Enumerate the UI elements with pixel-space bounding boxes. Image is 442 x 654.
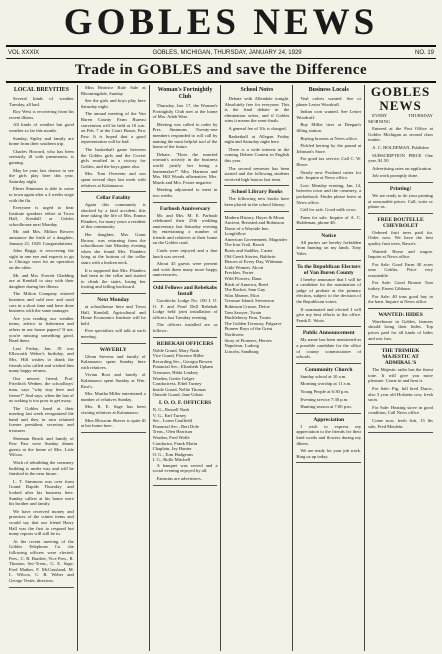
- paragraph: Warehouse in Gobles, farmers should bring their hides. Top prices paid for all kinds of hides and raw furs.: [368, 318, 433, 341]
- paragraph: The Gobles band at their meeting last week reorganized the band and they in turn retained former president, secretary and treasurer.: [9, 405, 74, 434]
- column-six: [365, 85, 436, 651]
- section-heading: WANTED: HIDES: [378, 311, 423, 318]
- list-item: Dawn of a Wayside Inn, Longfellow: [224, 225, 269, 237]
- list-item: Warden, Fred Wolfe: [152, 434, 190, 440]
- paragraph: Ordered fruit trees paid for. Order now. We have the best quality fruit trees, Rawn's.: [368, 229, 433, 246]
- list-item: I. G., Rollo Mitchell: [152, 457, 191, 463]
- paragraph: Sunday school at 10 a.m.: [300, 373, 347, 379]
- list-item: Treasurer, Hilda Lindsey: [152, 369, 199, 375]
- paragraph: The Milton Company entered business and sold new and used cars in a short time and have done business with the same manager.: [9, 291, 74, 314]
- paragraph: We are ready to do your printing at reasonable prices. Call, write or phone us.: [368, 192, 433, 210]
- list-item: Treasure Island, Stevenson: [224, 298, 274, 304]
- list-item: Sec., Loren Caulfield: [152, 418, 192, 424]
- divider: [368, 344, 433, 345]
- paragraph: Young People at 6:30 p.m.: [300, 388, 350, 394]
- paragraph: Come now, fresh fish, 15 lbs sale, Fred Meulein.: [368, 417, 433, 429]
- paragraph: For Sale: 40 tons good hay in the barn. Inquire at News office.: [368, 293, 433, 305]
- paragraph: Everyone is urged to hear Institute speakers either at Town Hall, Kendall or Gobles schoolhouse next Monday.: [9, 205, 74, 227]
- paragraph: Last Friday, Jan. 18 was Ellsworth Weber's birthday, and Mrs. Hill wishes to thank the friends who called and wished him many happy returns.: [9, 345, 74, 374]
- paragraph: Basketball at Allegan Friday night and Saturday night here.: [224, 133, 290, 145]
- list-item: Huckleberry Finn, Twain: [224, 315, 271, 321]
- paragraph: May be your last chance to see the girls play here this year. Saturday night.: [9, 167, 74, 184]
- list-item: The Rocket, Sam Guy: [224, 287, 266, 293]
- paragraph: Mr. and Mrs. Everett Gladding are at Kendall to stay with their daughter during her illness.: [9, 272, 74, 289]
- paragraph: Job work promptly done.: [372, 173, 419, 179]
- paragraph: It is supposed that Mrs. Flanders had been in the cellar and started to climb the stairs, losing her footing and falling backward.: [80, 267, 146, 290]
- section-heading: Community Church: [305, 366, 353, 373]
- section-heading: LOCAL BREVITIES: [13, 87, 69, 93]
- paragraph: For Sale: Heating stove in good condition, Call News office.: [368, 404, 433, 416]
- paragraph: Advertising rates on application: [372, 165, 431, 171]
- section-heading: Public Announcement: [302, 330, 355, 337]
- divider: [296, 229, 361, 230]
- paragraph: Miss Beatrice Rule Sale at Bloomingdale, Sunday.: [80, 85, 146, 96]
- paragraph: at schoolhouse here and Town Hall, Kendall, Agricultural and Home Economics Institute will be held.: [80, 304, 146, 326]
- columns: [6, 85, 436, 651]
- paragraph: Pickled herring by the pound at Johnson's Store.: [296, 143, 362, 154]
- paragraph: Meeting was called to order by Pres. Simmons. Twenty-one members responded to roll call by naming the most helpful tool of the home of the future.: [152, 121, 218, 150]
- paragraph: EVERY THURSDAY MORNING: [368, 113, 433, 124]
- paragraph: The following new books have been placed in the school library:: [224, 196, 290, 207]
- paragraph: Sherman Beach and family of Paw Paw were Sunday dinner guests at the home of Mrs. Lisle Wilcox.: [9, 435, 74, 458]
- list-item: The Golden Treasury, Palgrave: [224, 320, 282, 326]
- paragraph: Cards were enjoyed and a fine lunch was served.: [152, 248, 218, 259]
- list-item: Napoleon, Ludwig: [224, 343, 259, 349]
- paragraph: Our newest friend, Prof. Friedrich Wedner, the schoolboys' man, says "why stay here and freeze?" And says, when the last of us waking is too poor to get away.: [9, 375, 74, 404]
- paragraph: All parties are hereby forbidden from hunting on my lands. Tony Vales.: [296, 239, 362, 257]
- list-item: Modern History, Hayes & Moon: [224, 214, 285, 220]
- divider: [296, 260, 361, 261]
- column-four: [221, 85, 293, 651]
- section-heading: FREE BOUTELLE CHEVROLET: [377, 216, 424, 229]
- volume-label: VOL XXXIX: [8, 49, 40, 56]
- officer-list: [153, 348, 218, 398]
- paragraph: Miss Blossom Shaver is quite ill at her home here.: [80, 417, 146, 429]
- paragraph: Farm for sale. Inquire of A. C. Holdeman, phone 48.: [296, 214, 362, 226]
- paragraph: A. C. HOLDEMAN, Publisher: [372, 144, 430, 150]
- officer-list: [224, 215, 289, 355]
- list-item: Lincoln, Sandburg: [224, 348, 259, 354]
- place-date: GOBLES, MICHIGAN, THURSDAY, JANUARY 24, 1929: [152, 49, 302, 56]
- divider: [296, 462, 361, 463]
- list-item: The Iron Trail, Beach: [224, 242, 265, 248]
- divider: [81, 343, 146, 344]
- list-item: Financial Sec., Elizabeth Upham: [152, 364, 213, 370]
- paragraph: Morning worship at 11 a.m.: [300, 381, 352, 387]
- paragraph: Again this community is shocked by a fatal accident, this time taking the life of Mrs. Emma Flanders, for many years a resident of this community.: [80, 202, 146, 230]
- paragraph: Are you reading our weather items, advice to fishermen and others in our house papers? If not, you're missing something good. Read them.: [9, 315, 74, 344]
- paragraph: Mrs. Martha Miller entertained a number of relatives Sunday.: [80, 391, 146, 402]
- list-item: Story of Pioneers, Heroes: [224, 337, 272, 343]
- paragraph: A banquet was served and a social evening enjoyed by all.: [152, 462, 218, 474]
- paragraph: Entered at the Post Office at Gobles Michigan as second class matter.: [368, 126, 433, 143]
- section-heading: To the Republican Electors of Van Buren County: [296, 263, 361, 276]
- list-item: Financial Sec., Bert Dole: [152, 423, 199, 429]
- paragraph: There is a wide interest in the coming Debate Contest in English this year.: [224, 146, 290, 163]
- divider: [153, 202, 218, 203]
- divider: [368, 308, 433, 309]
- list-item: Old Greek Stories, Baldwin: [224, 253, 276, 259]
- paragraph: Charles Howard, who has been seriously ill with pneumonia, is gaining.: [9, 148, 74, 165]
- list-item: American Government, Magruder: [224, 236, 288, 242]
- divider: [224, 185, 289, 186]
- divider: [296, 363, 361, 364]
- list-item: Conductor, Frank Marin: [152, 440, 198, 446]
- list-item: N. G., Russell Nash: [152, 406, 190, 412]
- list-item: Recording Sec., Georgia Bowen: [152, 358, 212, 364]
- paragraph: Mrs. Tom Overeem and son spent several days last week with relatives at Kalamazoo.: [80, 171, 146, 188]
- list-item: O. G., Tom Hudgeons: [152, 451, 194, 457]
- section-heading: Printing!: [389, 185, 412, 192]
- section-heading: THE TRIMIEK MAJESTIC AT ADMIRAL'S: [381, 348, 420, 367]
- paragraph: Lost: Monday evening, Jan. 14, between town and the creamery, a pocketbook. Finder please leave at News office.: [296, 182, 362, 205]
- divider: [224, 211, 289, 212]
- column-five: [293, 85, 365, 651]
- divider: [81, 293, 146, 294]
- divider: [81, 432, 146, 433]
- paragraph: Mr. and Mrs. Milton Bowers announce the birth of a daughter, January 21, 1929. Congratulations.: [9, 229, 74, 246]
- list-item: Wild Flowers, Dana: [224, 276, 262, 282]
- paragraph: L. T. Simmons was over from Grand Rapids Thursday and looked after his business here. Sunday callers at his home were his brother and family.: [9, 478, 74, 507]
- banner-slogan: Trade in GOBLES and save the Difference: [6, 60, 436, 83]
- list-item: Little Women, Alcott: [224, 264, 264, 270]
- dateline: [6, 45, 436, 59]
- paragraph: Sunday, Sipley and family are home from their southern trip.: [9, 135, 74, 147]
- paragraph: We have received money and promises of the winter items and would say that our friend Harry Hall was the first to respond but many reports will still be in.: [9, 508, 74, 537]
- divider: [81, 191, 146, 192]
- paragraph: Roy West is recovering from his recent illness.: [9, 109, 74, 120]
- paragraph: Debate, "Does the married woman's activity in the business world justify her being a homemaker?" Mrs. Harmon and Mrs. Hill Woods affirmative; Mrs. Marsh and Mrs. Foster negative.: [152, 151, 218, 185]
- issue-number: NO. 19: [414, 49, 434, 56]
- paragraph: Meeting adjourned to meet in two weeks.: [152, 187, 218, 198]
- paragraph: For Sale: Good Bronze Tom turkey. Ernest Gibbons.: [368, 280, 433, 292]
- paragraph: We are ready for your job work. Ring us up today.: [296, 448, 362, 459]
- section-heading: Cellar Fatality: [96, 195, 131, 202]
- section-heading: I. O. O. F. OFFICERS: [158, 399, 212, 406]
- paragraph: Indian corn wanted. See Lester Woodruff.: [296, 109, 362, 120]
- section-heading: Business Locals: [308, 87, 349, 93]
- paragraph: My name has been mentioned as a possible candidate for the office of county commissioner of schools.: [296, 337, 362, 360]
- list-item: Robinson Crusoe, Defoe: [224, 304, 270, 309]
- paragraph: SUBSCRIPTION PRICE One year, $1.50: [368, 152, 433, 164]
- newspaper-page: [6, 4, 436, 646]
- paragraph: Nearly new Portland cutter for sale. Inquire at News office.: [296, 169, 362, 181]
- paragraph: For good tax service, Call C. W. Howe.: [296, 156, 362, 167]
- paragraph: I hereby announce that I will be a candidate for the nomination of judge of probate at the primary election, subject to the decision of the Republican voters.: [296, 276, 362, 305]
- section-heading: Odd Fellows and Rebekahs Install: [153, 285, 218, 298]
- list-item: Heroes of Every Day, Whitman: [224, 259, 283, 265]
- paragraph: Fairmins are advertisers.: [156, 476, 202, 482]
- list-item: Conductress, Ethel Turney: [152, 381, 202, 387]
- column-two: [78, 85, 150, 651]
- paragraph: Call for sale. Good milk cows.: [300, 207, 357, 213]
- list-item: Freckles, Porter: [224, 270, 254, 276]
- list-item: Birds of America, Reed: [224, 281, 268, 287]
- list-item: Warden, Gertie Gelger: [152, 375, 195, 381]
- paragraph: Buying brooms at News office.: [300, 135, 358, 141]
- section-heading: Notice: [321, 232, 337, 239]
- list-item: Inside Guard, Nellie Thomas: [152, 386, 206, 392]
- divider: [368, 182, 433, 183]
- paragraph: I wish to express my appreciation to the friends for their kind words and flowers during my illness.: [296, 423, 362, 446]
- paragraph: The annual meeting of the Van Buren County Farm Bureau convention will be held at 10 a.m. on Feb. 7 at the Court House, Paw Paw. It is hoped that a good representation will be had.: [80, 111, 146, 145]
- column-local-brevities: [6, 85, 78, 651]
- paragraph: See the girls and boys play here Saturday night.: [80, 98, 146, 109]
- list-item: Treas., Olen Harrison: [152, 429, 193, 435]
- divider: [153, 337, 218, 338]
- paragraph: At the recent meeting of the Gobles Telephone Co. the following officers were elected: Pres., C. R. Bartlett; Vice Pres., R. Thomas; Sec-Treas., G. E. Sage; Fred Mather, F. McCausland, M. L. Wilcox, C. B. Weber and George Tester, directors.: [9, 538, 74, 583]
- paragraph: Vivian Rost and family of Kalamazoo spent Sunday at Wm. Rost's.: [80, 372, 146, 389]
- section-heading: Woman's Fortnightly Club: [157, 87, 213, 100]
- divider: [368, 213, 433, 214]
- paragraph: Mr. and Mrs. M. E. Farbush celebrated their 25th wedding anniversary last Saturday evening by entertaining a number of friends and relatives at their home on the Gobles road.: [152, 212, 218, 246]
- list-item: Pioneer Boys of the Great Northwest: [224, 326, 273, 337]
- paragraph: For Sale: Good Farm 40 acres near Gobles. Price very reasonable.: [368, 261, 433, 278]
- masthead-title: GOBLES NEWS: [63, 2, 379, 43]
- section-heading: Appreciation: [313, 416, 345, 423]
- paragraph: The second semester has been started and the following students received high honors last term.: [224, 165, 290, 182]
- paragraph: The officers installed are as follows:: [152, 322, 218, 333]
- paragraph: Wanted: Horse and wagon. Inquire at News office.: [368, 248, 433, 260]
- column-three: [150, 85, 222, 651]
- list-item: Ancient, Breasted and Robinson: [224, 220, 284, 226]
- divider: [296, 413, 361, 414]
- paragraph: Several kinds of weather Tuesday, all bad.: [9, 96, 74, 107]
- paragraph: Evening service 7:30 p.m.: [300, 396, 349, 402]
- paragraph: Work of rebuilding the creamery building is under way and will be finished in the near future.: [9, 460, 74, 477]
- paragraph: A general fee of 10c is charged.: [228, 125, 287, 131]
- list-item: Chaplain, Jay Hunter: [152, 446, 192, 452]
- paragraph: Goodrichs Lodge No. 100 I. O. O. F. and Pearl Dell Rebekah Lodge held joint installation of officers last Tuesday evening.: [152, 298, 218, 320]
- paragraph: All kinds of weather but good weather so far this month.: [9, 122, 74, 133]
- paragraph: About 45 guests were present and wish them many more happy anniversaries.: [152, 261, 218, 278]
- section-heading: School Notes: [240, 87, 274, 93]
- divider: [153, 485, 218, 486]
- section-heading: Next Monday: [97, 297, 130, 303]
- paragraph: Glenn Stevens and family of Kalamazoo spent Sunday here with relatives.: [80, 353, 146, 370]
- paragraph: Hunting season at 7:00 p.m.: [300, 404, 352, 410]
- officer-list: [153, 407, 218, 463]
- paragraph: If nominated and elected I will give my best efforts to the office. Frank E. Worts.: [296, 306, 362, 323]
- paragraph: Her daughter, Mrs. Grant Brown, was returning from the schoolhouse late Monday evening when she found Mrs. Flanders lying at the bottom of the cellar stairs with a broken neck.: [80, 232, 146, 266]
- paragraph: Mrs. R. E. Sage has been visiting relatives at Kalamazoo.: [80, 404, 146, 415]
- paragraph: Buy Miller tires at Deegan's filling station.: [296, 122, 362, 133]
- list-item: Vice Grand, Florence Hiller: [152, 353, 204, 359]
- paragraph: Elmer Simmons is able to come to town again after a 4 weeks siege with the flu.: [9, 186, 74, 203]
- paragraph: Five specialists will talk at each meeting.: [80, 328, 146, 339]
- section-heading: REBEKAH OFFICERS: [156, 340, 214, 347]
- list-item: Silas Marner, Eliot: [224, 292, 260, 298]
- list-item: Tom Sawyer, Twain: [224, 309, 262, 315]
- list-item: V. G., Earl Turney: [152, 412, 187, 418]
- paragraph: Thursday, Jan. 17, the Woman's Fortnightly Club met at the home of Mrs. Adah Wise.: [152, 103, 218, 120]
- list-item: Noble Grand, Mary Nash: [152, 347, 200, 353]
- paragraph: For Sale: Pig, full bred Duroc, also 3 year old Holstein cow, fresh soon.: [368, 386, 433, 403]
- paragraph: Veal calves wanted. See or phone Lester Woodruff.: [296, 96, 362, 107]
- section-heading: Farbush Anniversary: [159, 205, 211, 212]
- section-heading: WAVERLY: [99, 346, 127, 353]
- paragraph: The Majestic radio has the finest tone. It will give you more pleasure. Come in and hear it.: [368, 367, 433, 384]
- list-item: Outside Guard, Jane Urban: [152, 392, 203, 398]
- paragraph: Debate with Allendale tonight. Absolutely free for everyone. This is the final debate in the elimination series, and if Gobles wins it means the semi-finals.: [224, 96, 290, 124]
- list-item: Boots and Saddles, Custer: [224, 248, 273, 254]
- divider: [9, 587, 74, 588]
- column-masthead: GOBLES NEWS: [370, 85, 431, 113]
- section-heading: School Library Books: [231, 189, 283, 196]
- paragraph: John Boggs is recovering the sight in one eye and expects to go to Chicago soon for an operation on the other.: [9, 248, 74, 271]
- divider: [153, 281, 218, 282]
- paragraph: The basketball game between the Gobles girls and the Covert girls resulted in a victory for Gobles, and the boys game also.: [80, 146, 146, 169]
- divider: [296, 326, 361, 327]
- divider: [368, 432, 433, 433]
